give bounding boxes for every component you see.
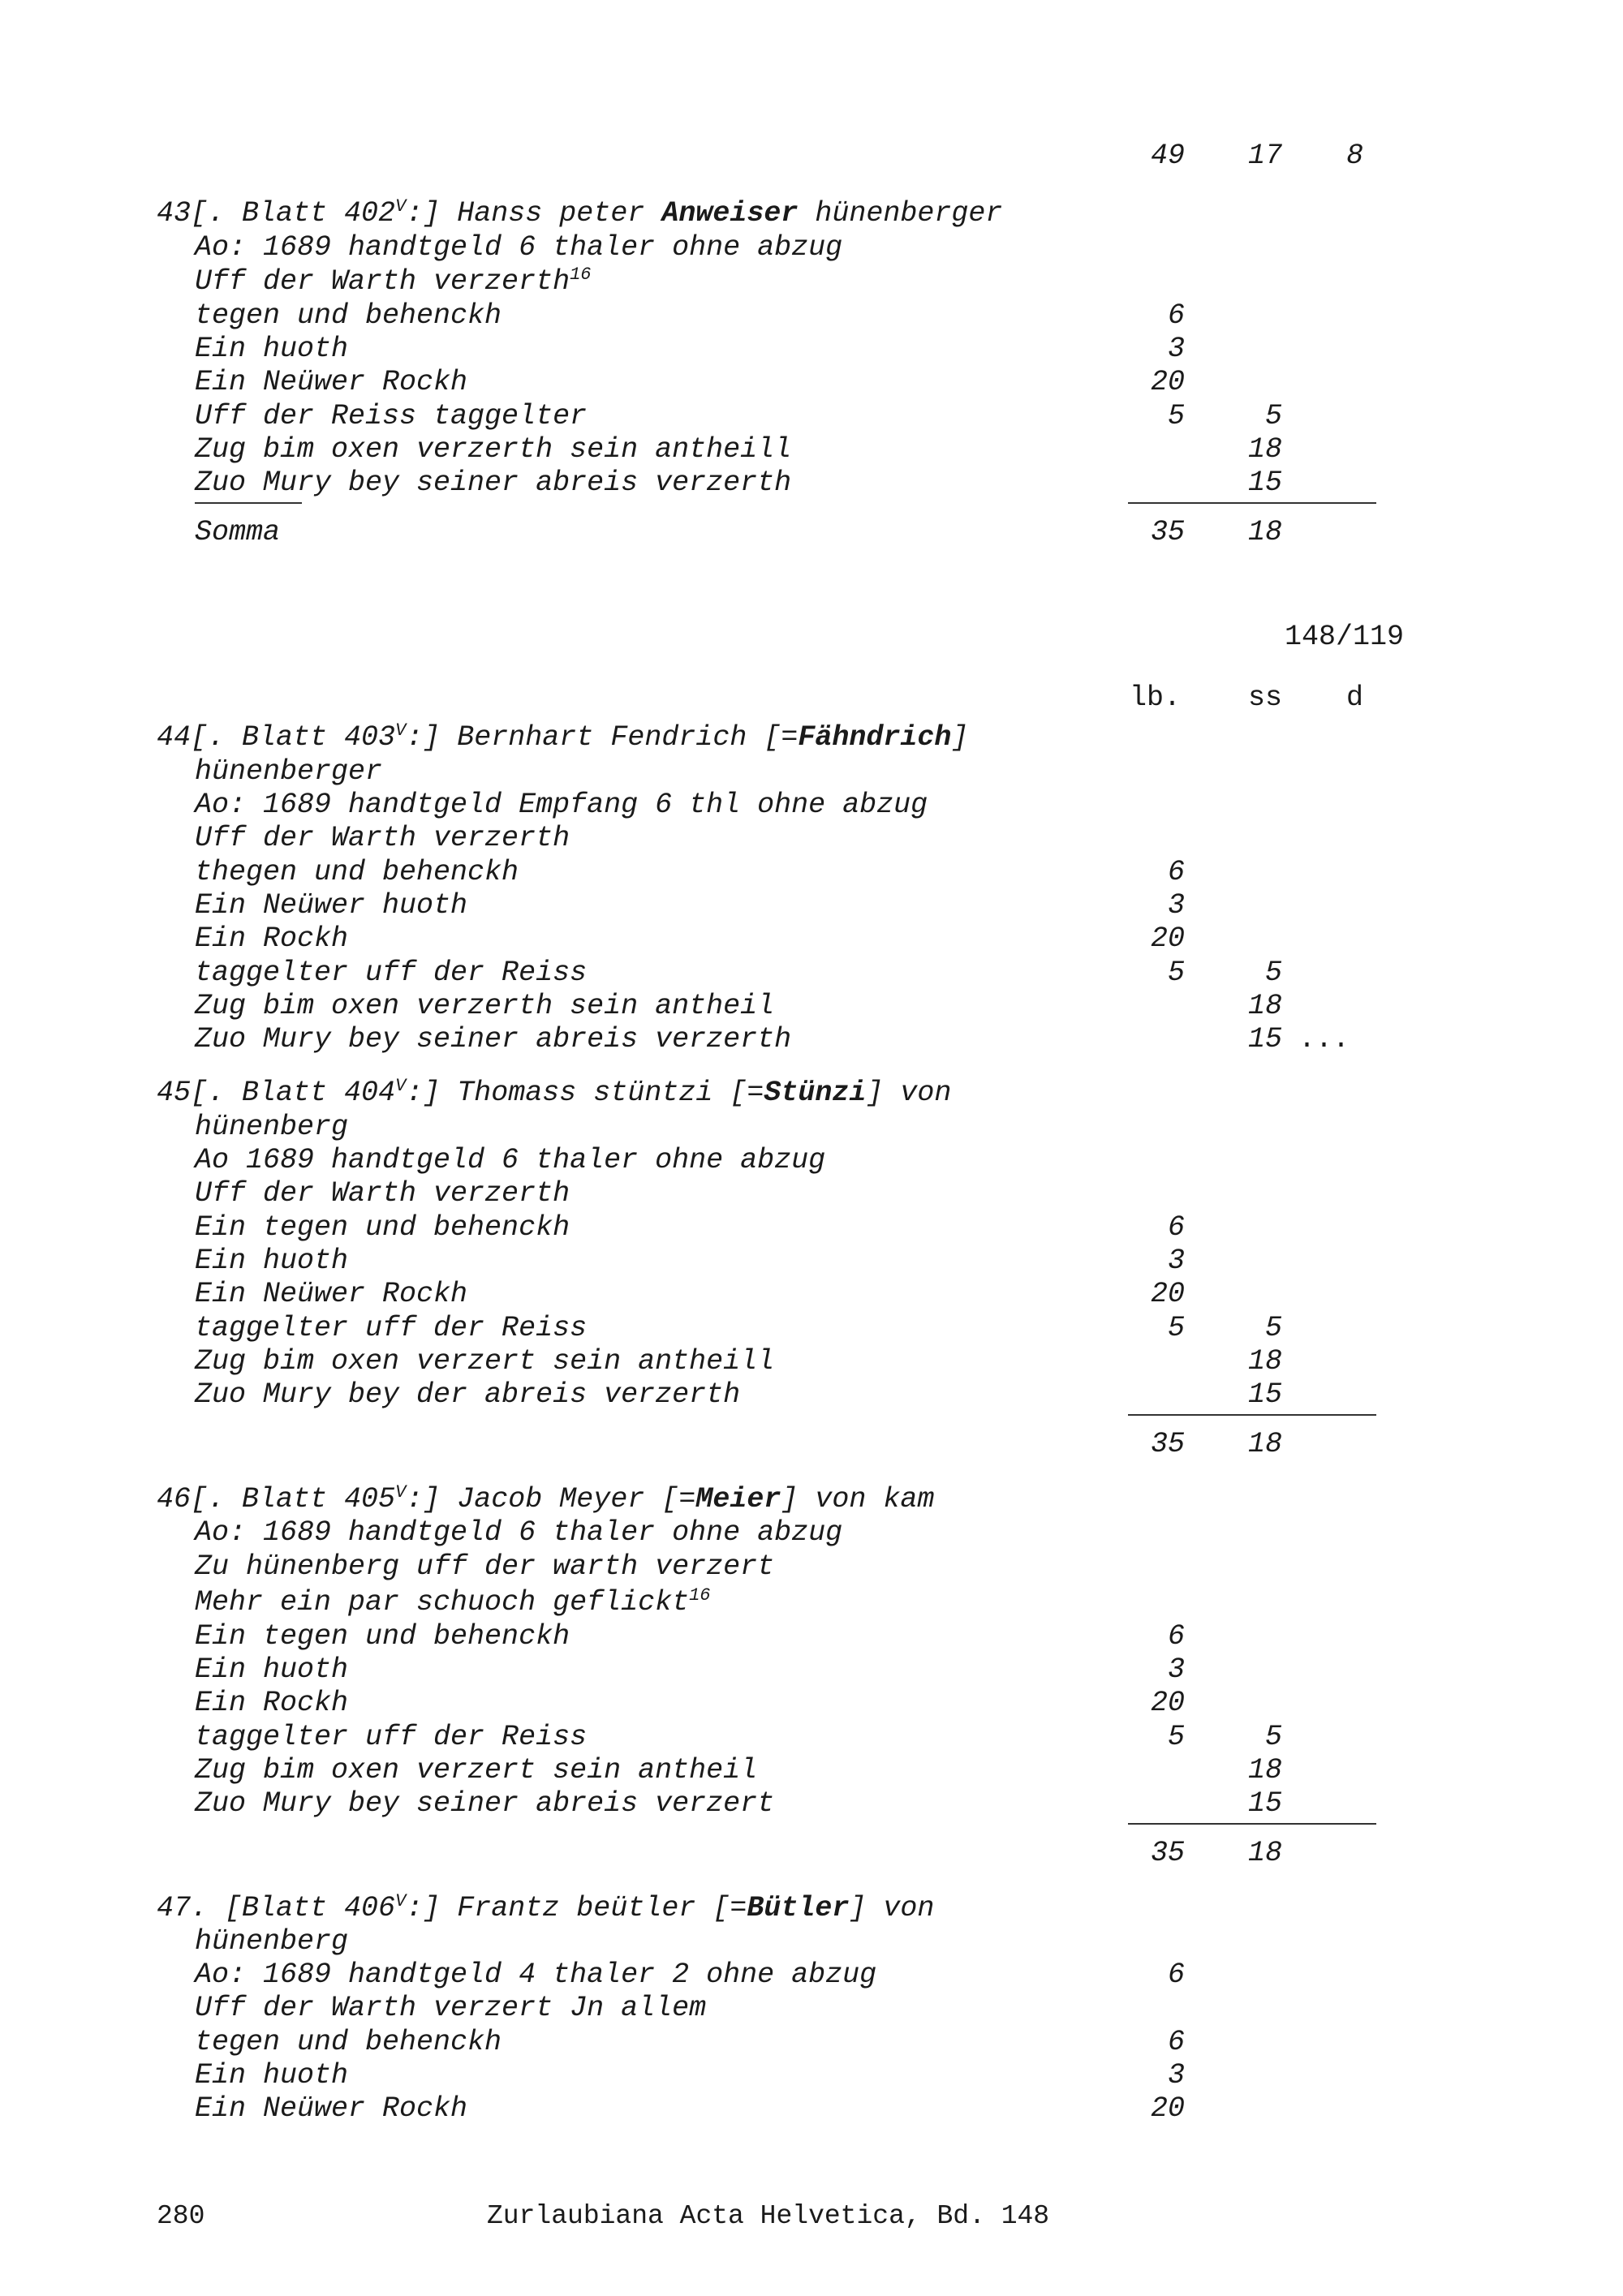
line-text: Ein Rockh [195,922,349,955]
person-name: Thomass stüntzi [= [440,1077,764,1109]
amount-lb: 3 [1167,2059,1185,2092]
amount-lb: 3 [1167,1245,1185,1277]
carry-d: 8 [1345,140,1363,172]
column-headers [0,677,1623,718]
amount-lb: 20 [1150,1687,1185,1719]
line-text: taggelter uff der Reiss [195,1312,588,1344]
amount-lb: 5 [1167,1721,1185,1753]
amount-lb: 6 [1167,2026,1185,2058]
person-origin: hünenberg [195,1111,349,1143]
line-text: Uff der Warth verzerth [195,265,570,298]
ledger-line [0,462,1623,503]
person-surname: Fähndrich [798,721,952,754]
amount-lb: 5 [1167,400,1185,432]
sum-row [0,512,1623,553]
line-text: Ein huoth [195,1245,349,1277]
line-text: Ein Rockh [195,1687,349,1719]
amount-ss: 15 [1247,467,1282,499]
line-text: Zuo Mury bey der abreis verzerth [195,1378,741,1411]
line-text: Uff der Warth verzerth [195,1177,570,1210]
sum-row [0,1833,1623,1873]
line-text: Mehr ein par schuoch geflickt [195,1586,690,1619]
sum-row [0,1424,1623,1464]
header-ss: ss [1247,681,1282,714]
line-text: taggelter uff der Reiss [195,1721,588,1753]
sum-lb: 35 [1150,1428,1185,1460]
sum-lb: 35 [1150,1837,1185,1869]
line-text: tegen und behenckh [195,299,502,332]
amount-lb: 3 [1167,1653,1185,1686]
line-text: Zug bim oxen verzerth sein antheill [195,433,792,466]
amount-ss: 15 [1247,1787,1282,1820]
person-surname: Meier [695,1483,781,1516]
ledger-line [0,1546,1623,1587]
line-text: Zug bim oxen verzert sein antheil [195,1754,758,1786]
line-text: taggelter uff der Reiss [195,957,588,989]
amount-ss: 18 [1247,1345,1282,1378]
line-text: Ein huoth [195,1653,349,1686]
amount-ss: 5 [1264,1312,1282,1344]
amount-lb: 6 [1167,1620,1185,1653]
line-text: thegen und behenckh [195,856,519,888]
footer-title: Zurlaubiana Acta Helvetica, Bd. 148 [487,2201,1050,2231]
folio-ref-close: :] [406,1892,441,1924]
line-text: Ao: 1689 handtgeld 6 thaler ohne abzug [195,1516,843,1549]
amount-ss: 5 [1264,1721,1282,1753]
line-text: Ein tegen und behenckh [195,1620,570,1653]
line-text: Ein Neüwer Rockh [195,1278,468,1310]
page-marker: 148/119 [1284,621,1404,653]
amount-ss: 5 [1264,957,1282,989]
entry-number: 44 [157,721,192,754]
folio-verso: V [395,720,407,741]
folio-verso: V [395,1076,407,1096]
entry-number: 46 [157,1483,192,1516]
header-lb: lb. [1130,681,1182,714]
person-name: Frantz beütler [= [440,1892,747,1924]
line-text: tegen und behenckh [195,2026,502,2058]
sum-lb: 35 [1150,516,1185,548]
folio-ref: [. Blatt 404 [191,1077,396,1109]
amount-lb: 3 [1167,333,1185,365]
person-name: Bernhart Fendrich [= [440,721,799,754]
line-text: Zuo Mury bey seiner abreis verzerth [195,467,792,499]
amount-ss: 5 [1264,400,1282,432]
amount-lb: 5 [1167,1312,1185,1344]
amount-lb: 6 [1167,299,1185,332]
person-origin: hünenberger [798,197,1003,230]
page-marker-row [0,617,1623,657]
name-close: ] von [849,1892,935,1924]
footnote-ref: 16 [689,1585,711,1606]
carry-over-row [0,135,1623,176]
footnote-ref: 16 [570,264,592,285]
person-origin: hünenberg [195,1925,349,1958]
folio-ref-close: :] [406,721,441,754]
line-text: Ao 1689 handtgeld 6 thaler ohne abzug [195,1144,826,1176]
line-text: Ein tegen und behenckh [195,1211,570,1244]
ledger-line [0,1374,1623,1415]
line-text: Uff der Warth verzert Jn allem [195,1992,707,2024]
amount-ss: 15 [1247,1378,1282,1411]
person-surname: Anweiser [661,197,799,230]
amount-ss: 18 [1247,433,1282,466]
line-text: Zuo Mury bey seiner abreis verzert [195,1787,775,1820]
folio-ref: [. Blatt 403 [191,721,396,754]
folio-ref-close: :] [406,1483,441,1516]
amount-lb: 20 [1150,366,1185,398]
folio-ref-close: :] [406,197,441,230]
sum-rule [1128,1414,1376,1416]
folio-verso: V [395,196,407,217]
sum-ss: 18 [1247,1837,1282,1869]
amount-lb: 20 [1150,922,1185,955]
line-text: Zu hünenberg uff der warth verzert [195,1550,775,1583]
sum-rule [1128,502,1376,504]
ledger-line [0,1019,1623,1060]
folio-ref-close: :] [406,1077,441,1109]
amount-lb: 6 [1167,856,1185,888]
continuation-ellipsis: ... [1298,1023,1350,1056]
person-origin: hünenberger [195,755,383,788]
line-text: Uff der Warth verzerth [195,822,570,854]
ledger-line [0,1783,1623,1824]
short-underline [195,502,302,504]
line-text: Zug bim oxen verzerth sein antheil [195,990,775,1022]
entry-number: 47 [157,1892,192,1924]
amount-lb: 20 [1150,1278,1185,1310]
sum-label: Somma [195,516,281,548]
folio-verso: V [395,1482,407,1503]
folio-ref: . [Blatt 406 [191,1892,396,1924]
name-close: ] [951,721,969,754]
amount-lb: 5 [1167,957,1185,989]
line-text: Ein Neüwer Rockh [195,366,468,398]
amount-lb: 20 [1150,2092,1185,2125]
amount-ss: 18 [1247,1754,1282,1786]
sum-ss: 18 [1247,1428,1282,1460]
entry-number: 45 [157,1077,192,1109]
amount-lb: 6 [1167,1958,1185,1991]
name-close: ] von [866,1077,952,1109]
footer-page-number: 280 [157,2201,205,2231]
line-text: Ein huoth [195,2059,349,2092]
line-text: Ein Neüwer Rockh [195,2092,468,2125]
line-text: Ao: 1689 handtgeld 6 thaler ohne abzug [195,231,843,264]
folio-verso: V [395,1891,407,1911]
line-text: Ein huoth [195,333,349,365]
amount-ss: 15 [1247,1023,1282,1056]
line-text: Zug bim oxen verzert sein antheill [195,1345,775,1378]
folio-ref: [. Blatt 405 [191,1483,396,1516]
amount-lb: 3 [1167,889,1185,922]
amount-ss: 18 [1247,990,1282,1022]
line-text: Ein Neüwer huoth [195,889,468,922]
person-origin: ] von kam [781,1483,935,1516]
amount-lb: 6 [1167,1211,1185,1244]
line-text: Ao: 1689 handtgeld 4 thaler 2 ohne abzug [195,1958,877,1991]
ledger-line [0,2088,1623,2129]
line-text: Ao: 1689 handtgeld Empfang 6 thl ohne abzug [195,789,928,821]
entry-number: 43 [157,197,192,230]
carry-lb: 49 [1150,140,1185,172]
person-surname: Bütler [747,1892,850,1924]
header-d: d [1345,681,1363,714]
sum-ss: 18 [1247,516,1282,548]
folio-ref: [. Blatt 402 [191,197,396,230]
sum-rule [1128,1823,1376,1825]
person-name: Jacob Meyer [= [440,1483,696,1516]
carry-ss: 17 [1247,140,1282,172]
line-text: Zuo Mury bey seiner abreis verzerth [195,1023,792,1056]
person-name: Hanss peter [440,197,662,230]
line-text: Uff der Reiss taggelter [195,400,588,432]
person-surname: Stünzi [764,1077,867,1109]
